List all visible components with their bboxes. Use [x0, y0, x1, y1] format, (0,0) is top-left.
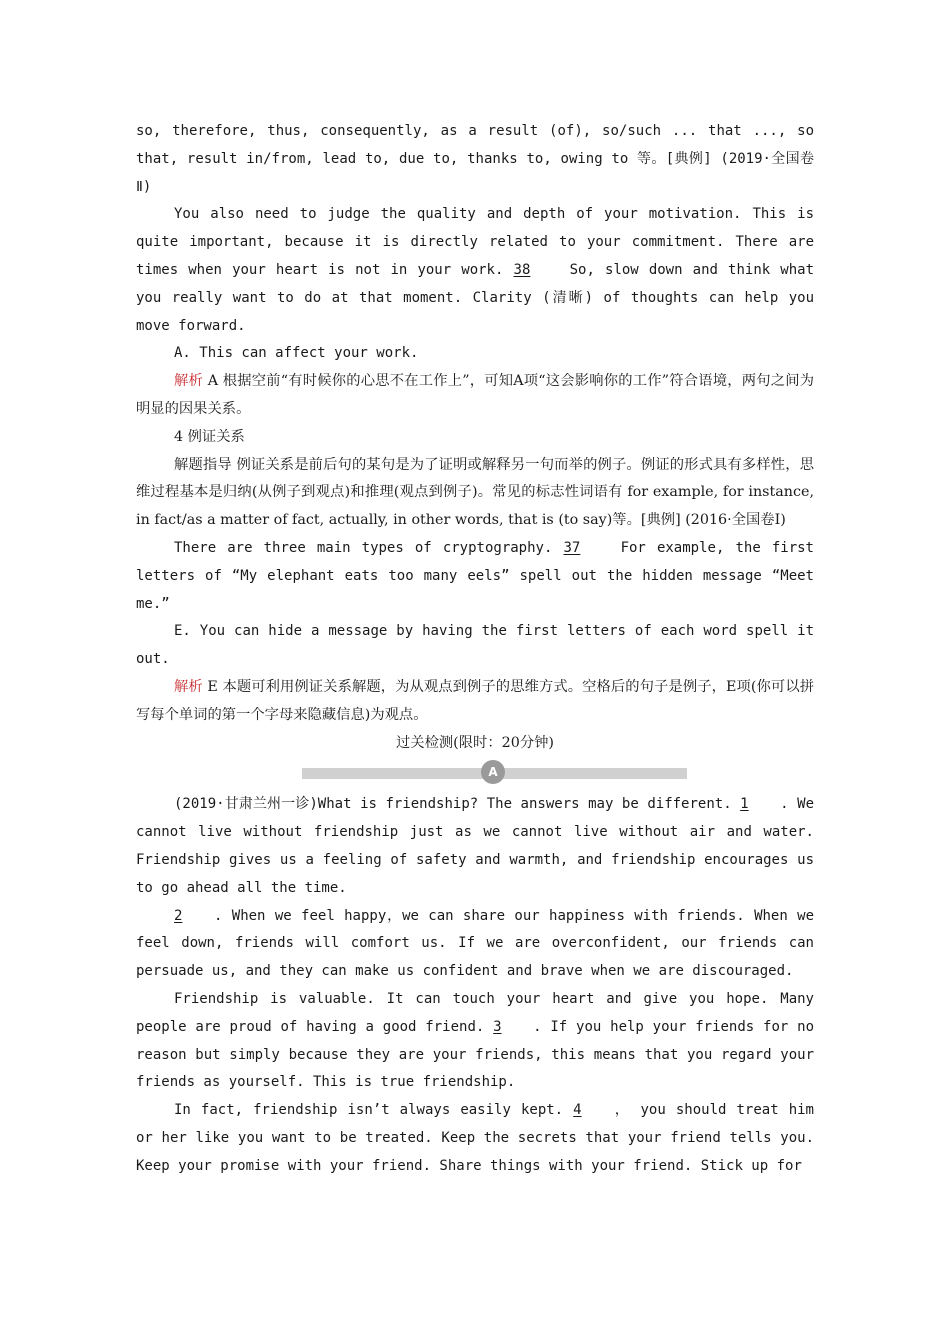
blank-37: 37 — [563, 539, 581, 556]
example-37-text-after: For example, the first letters of “My elephant eats too many eels” spell out the hidden message “Meet me.” — [136, 539, 814, 612]
section-heading-exemplification: 4 例证关系 — [174, 428, 245, 445]
problem-solving-guide: 解题指导 例证关系是前后句的某句是为了证明或解释另一句而举的例子。例证的形式具有多样性，思维过程基本是归纳(从例子到观点)和推理(观点到例子)。常见的标志性词语有 for example, for instance, in fact/as a matter of fact, actually, in other words, that is (to say)等。[典例] (2016·全国卷Ⅰ) — [136, 456, 814, 529]
analysis-label: 解析 — [174, 373, 203, 390]
example-38-text-after: So, slow down and think what you really want to do at that moment. Clarity (清晰) of thoughts can help you move forward. — [136, 261, 814, 334]
check-section-title: 过关检测(限时：20分钟) — [395, 734, 555, 751]
example-38-option: A. This can affect your work. — [174, 345, 419, 362]
paragraph-4-text-after: ， you should treat him or her like you want to be treated. Keep the secrets that your friend tells you. Keep your promise with your friend. Share things with your friend. Stick up for — [136, 1102, 814, 1174]
paragraph-2-text: . When we feel happy，we can share our happiness with friends. When we feel down, friends will comfort us. If we are overconfident, our friends can persuade us, and they can make us confident and brave when we are discouraged. — [136, 907, 814, 980]
example-37-option: E. You can hide a message by having the first letters of each word spell it out. — [136, 623, 814, 668]
paragraph-1-text-before: (2019·甘肃兰州一诊)What is friendship? The answers may be different. — [174, 796, 741, 813]
blank-1: 1 — [740, 796, 749, 813]
blank-3: 3 — [493, 1018, 502, 1035]
passage-paragraph-3 — [136, 986, 814, 1097]
example-38-text-before: You also need to judge the quality and depth of your motivation. This is quite important, because it is directly related to your commitment. There are times when your heart is not in your work. — [136, 206, 814, 278]
document-page — [136, 118, 814, 1180]
passage-paragraph-4 — [136, 1097, 814, 1180]
paragraph-3-text-before: Friendship is valuable. It can touch your heart and give you hope. Many people are proud of having a good friend. — [136, 990, 814, 1035]
blank-38: 38 — [513, 261, 531, 278]
example-38-passage — [136, 201, 814, 340]
section-a-badge: A — [481, 760, 505, 784]
blank-4: 4 — [573, 1102, 582, 1119]
paragraph-1-text-after: . We cannot live without friendship just as we cannot live without air and water. Friendship gives us a feeling of safety and warmth, and friendship encourages us to go ahead all the time. — [136, 796, 815, 896]
example-38-analysis — [136, 368, 814, 424]
example-37-text-before: There are three main types of cryptography. — [174, 539, 564, 556]
connector-word-list: so, therefore, thus, consequently, as a result (of), so/such ... that ..., so that, result in/from, lead to, due to, thanks to, owing to 等。[典例] (2019·全国卷Ⅱ) — [136, 123, 814, 195]
paragraph-3-text-after: . If you help your friends for no reason but simply because they are your friends, this means that you regard your friends as yourself. This is true friendship. — [136, 1018, 814, 1091]
blank-2: 2 — [174, 907, 183, 924]
passage-paragraph-2 — [136, 903, 814, 986]
analysis-label: 解析 — [174, 678, 203, 695]
paragraph-4-text-before: In fact, friendship isn’t always easily kept. — [174, 1102, 574, 1119]
analysis-text: A 根据空前“有时候你的心思不在工作上”，可知A项“这会影响你的工作”符合语境，两句之间为明显的因果关系。 — [136, 373, 814, 417]
example-37-passage — [136, 535, 814, 618]
analysis-text: E 本题可利用例证关系解题，为从观点到例子的思维方式。空格后的句子是例子，E项(你可以拼写每个单词的第一个字母来隐藏信息)为观点。 — [136, 678, 814, 723]
section-divider — [136, 759, 814, 789]
example-37-analysis — [136, 674, 814, 730]
passage-paragraph-1 — [136, 791, 814, 902]
